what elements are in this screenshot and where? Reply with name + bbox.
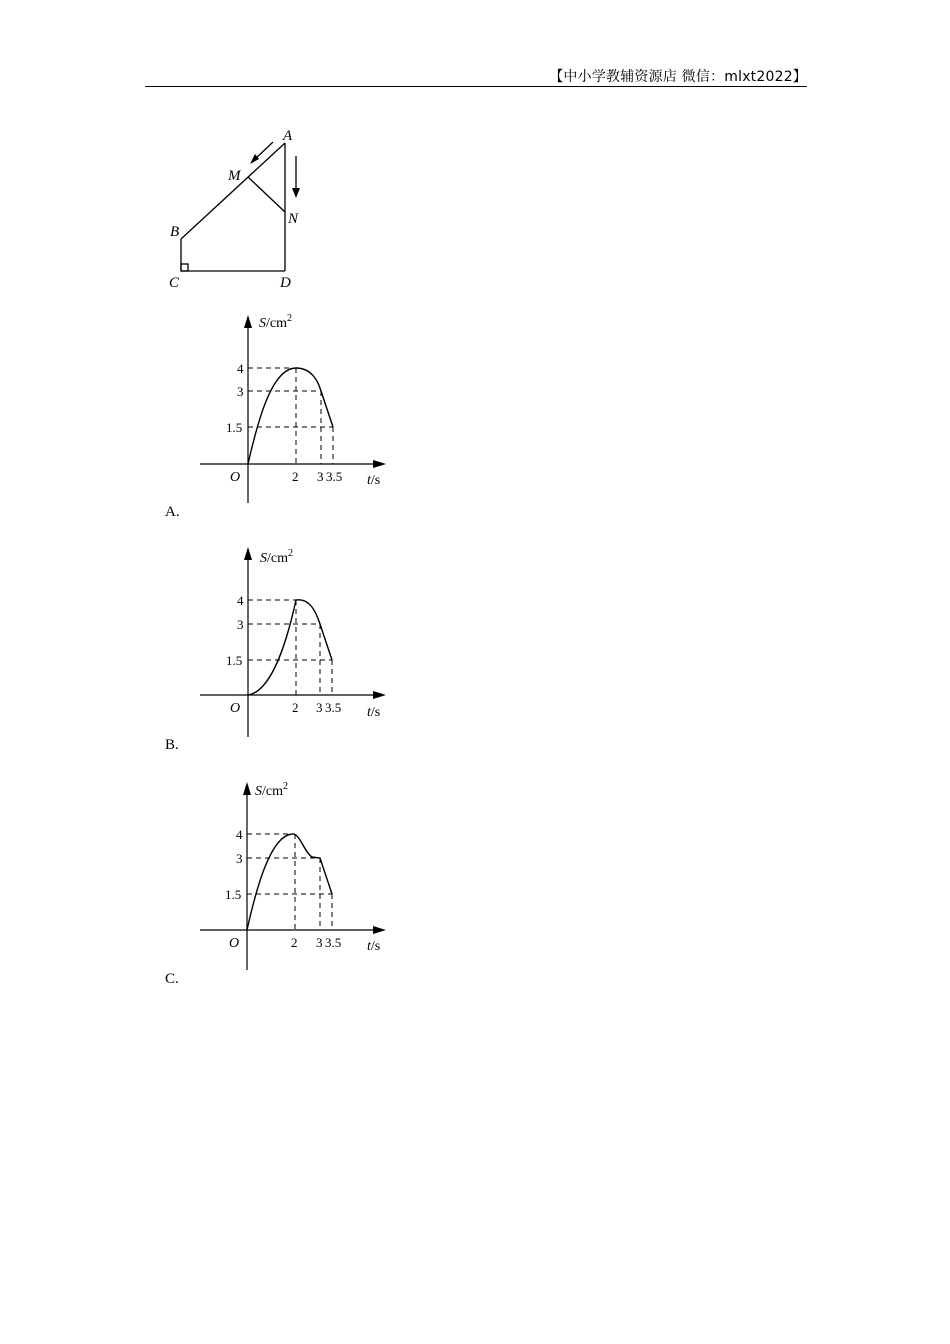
curve-a xyxy=(248,368,333,464)
segment-ab xyxy=(181,143,285,239)
graph-option-b xyxy=(190,538,400,743)
x-tick-3-5: 3.5 xyxy=(326,469,343,484)
y-tick-3: 3 xyxy=(237,384,244,399)
y-tick-1-5: 1.5 xyxy=(225,887,242,902)
geometry-figure xyxy=(160,120,320,300)
point-d-label: D xyxy=(280,275,291,291)
y-tick-4: 4 xyxy=(237,593,244,608)
guide-lines xyxy=(248,600,332,695)
page-header xyxy=(145,64,807,87)
point-n-label: N xyxy=(288,211,299,227)
header-text: 【中小学教辅资源店 微信：mlxt2022】 xyxy=(549,69,807,85)
xlabel: t/s xyxy=(367,473,381,488)
x-axis-arrow xyxy=(373,926,386,934)
y-tick-1-5: 1.5 xyxy=(226,653,243,668)
segment-mn xyxy=(248,177,285,212)
origin-label: O xyxy=(230,470,241,485)
option-a-label: A. xyxy=(165,504,180,520)
right-angle-mark xyxy=(181,264,188,271)
x-tick-3-5: 3.5 xyxy=(325,935,342,950)
point-c-label: C xyxy=(169,275,180,291)
x-tick-3: 3 xyxy=(317,469,324,484)
arrow-ad-head xyxy=(292,188,300,198)
graph-option-c xyxy=(190,770,400,975)
ylabel: $S/cm^2$ xyxy=(260,548,293,566)
x-tick-2: 2 xyxy=(292,700,299,715)
x-tick-2: 2 xyxy=(292,469,299,484)
x-tick-3: 3 xyxy=(316,935,323,950)
x-axis-arrow xyxy=(373,691,386,699)
y-tick-3: 3 xyxy=(236,851,243,866)
origin-label: O xyxy=(229,936,240,951)
origin-label: O xyxy=(230,701,241,716)
graph-option-a xyxy=(190,305,400,510)
y-tick-1-5: 1.5 xyxy=(226,420,243,435)
x-axis-arrow xyxy=(373,460,386,468)
curve-c xyxy=(247,834,332,930)
curve-b xyxy=(248,600,332,695)
point-m-label: M xyxy=(228,168,241,184)
ylabel: $S/cm^2$ xyxy=(259,313,292,331)
y-tick-3: 3 xyxy=(237,617,244,632)
y-axis-arrow xyxy=(243,782,251,795)
x-tick-3-5: 3.5 xyxy=(325,700,342,715)
y-tick-4: 4 xyxy=(236,827,243,842)
ylabel: $S/cm^2$ xyxy=(255,781,288,799)
xlabel: t/s xyxy=(367,939,381,954)
point-b-label: B xyxy=(170,224,180,240)
y-axis-arrow xyxy=(244,547,252,560)
option-c-label: C. xyxy=(165,971,179,987)
option-b-label: B. xyxy=(165,737,179,753)
y-axis-arrow xyxy=(244,315,252,328)
xlabel: t/s xyxy=(367,705,381,720)
x-tick-3: 3 xyxy=(316,700,323,715)
arrow-am-head xyxy=(250,154,259,164)
y-tick-4: 4 xyxy=(237,361,244,376)
x-tick-2: 2 xyxy=(291,935,298,950)
point-a-label: A xyxy=(283,128,293,144)
